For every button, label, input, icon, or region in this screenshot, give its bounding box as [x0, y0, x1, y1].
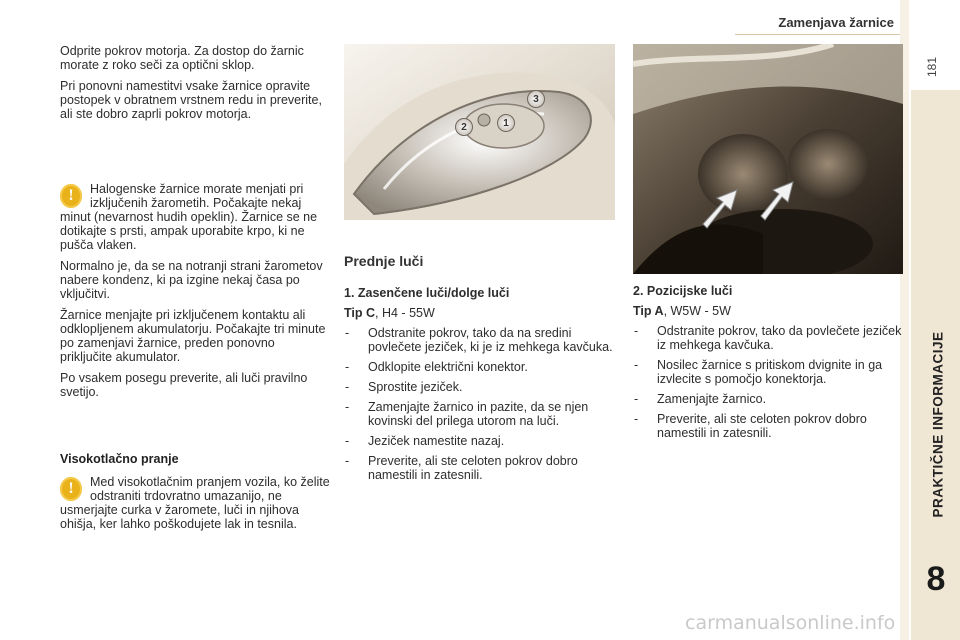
pressure-wash-warning — [60, 452, 330, 538]
list-item: - Jeziček namestite nazaj. — [344, 434, 614, 448]
section-heading-front-lights: Prednje luči — [344, 253, 424, 269]
warning-paragraph-1: Halogenske žarnice morate menjati pri izključenih žarometih. Počakajte nekaj minut (nevarnost hudih opeklin). Žarnice se ne dotikajte s prsti, ampak uporabite krpo, ki ne pušča vlaken. — [60, 182, 318, 252]
warning-paragraph-2: Normalno je, da se na notranji strani žarometov nabere kondenz, ki pa izgine nekaj časa po vključitvi. — [60, 259, 323, 301]
intro-paragraph-1: Odprite pokrov motorja. Za dostop do žarnic morate z roko seči za optični sklop. — [60, 44, 304, 72]
side-lights-heading: 2. Pozicijske luči — [633, 284, 733, 298]
front-lights-section — [344, 254, 614, 488]
pressure-wash-text: Med visokotlačnim pranjem vozila, ko želite odstraniti trdovratno umazanijo, ne usmerjajte curka v žaromete, luči in njihova ohišja, ker lahko poškodujete lak in tesnila. — [60, 475, 330, 531]
tip-label: Tip C — [344, 306, 376, 320]
page-number: 181 — [925, 56, 939, 77]
list-item: - Odstranite pokrov, tako da povlečete jeziček iz mehkega kavčuka. — [633, 324, 903, 352]
section-label: PRAKTIČNE INFORMACIJE — [930, 331, 946, 518]
bulb-label-1: 1 — [497, 114, 515, 132]
bulb-type-c — [344, 306, 614, 320]
page-header-title: Zamenjava žarnice — [778, 15, 894, 30]
list-item: - Odklopite električni konektor. — [344, 360, 614, 374]
pressure-wash-heading: Visokotlačno pranje — [60, 452, 179, 466]
warning-icon: ! — [60, 477, 82, 501]
intro-text — [60, 44, 330, 128]
list-item: - Zamenjajte žarnico in pazite, da se njen kovinski del prilega utorom na luči. — [344, 400, 614, 428]
list-item: - Nosilec žarnice s pritiskom dvignite in ga izvlecite s pomočjo konektorja. — [633, 358, 903, 386]
engine-bay-photo — [633, 44, 903, 274]
warning-paragraph-4: Po vsakem posegu preverite, ali luči pravilno svetijo. — [60, 371, 308, 399]
tip-label: Tip A — [633, 304, 664, 318]
bulb-label-2: 2 — [455, 118, 473, 136]
intro-paragraph-2: Pri ponovni namestitvi vsake žarnice opravite postopek v obratnem vrstnem redu in preverite, ali ste dobro zaprli pokrov motorja. — [60, 79, 322, 121]
side-lights-section — [633, 284, 903, 446]
watermark: carmanualsonline.info — [685, 612, 896, 634]
list-item: - Preverite, ali ste celoten pokrov dobro namestili in zatesnili. — [344, 454, 614, 482]
list-item: - Odstranite pokrov, tako da na sredini povlečete jeziček, ki je iz mehkega kavčuka. — [344, 326, 614, 354]
header-divider — [735, 34, 900, 35]
list-item: - Sprostite jeziček. — [344, 380, 614, 394]
halogen-warning — [60, 182, 330, 406]
tip-value: , W5W - 5W — [663, 304, 731, 318]
warning-paragraph-3: Žarnice menjajte pri izključenem kontaktu ali odklopljenem akumulatorju. Počakajte tri minute po zamenjavi žarnice, preden ponovno priključite akumulator. — [60, 308, 326, 364]
headlamp-photo — [344, 44, 615, 220]
step-list — [344, 326, 614, 482]
list-item: - Preverite, ali ste celoten pokrov dobro namestili in zatesnili. — [633, 412, 903, 440]
warning-icon: ! — [60, 184, 82, 208]
chapter-number: 8 — [926, 560, 946, 598]
tip-value: , H4 - 55W — [375, 306, 435, 320]
list-item: - Zamenjajte žarnico. — [633, 392, 903, 406]
dipped-main-beam-heading: 1. Zasenčene luči/dolge luči — [344, 286, 510, 300]
step-list — [633, 324, 903, 440]
bulb-label-3: 3 — [527, 90, 545, 108]
bulb-type-a — [633, 304, 903, 318]
